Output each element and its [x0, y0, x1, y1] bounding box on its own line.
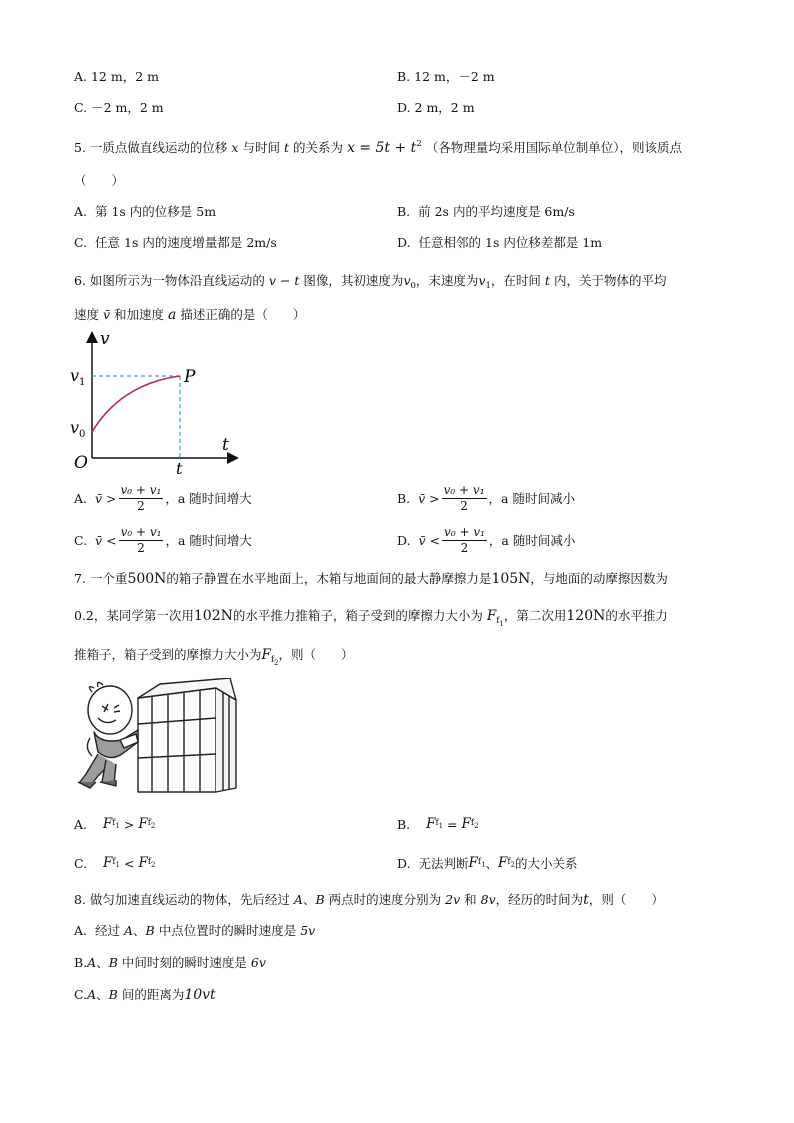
q5-blank: （ ） [74, 173, 125, 188]
q4-option-b: B. 12 m，－2 m [397, 69, 495, 84]
q6-option-c: C. v̄ < $\frac{\text{v₀ + v₁}}{2}$ ，a 随时间增大 [74, 524, 252, 555]
q7-stem-line3: 推箱子，箱子受到的摩擦力大小为$F_{f_2}$，则（ ） [74, 647, 354, 667]
p-label: P [184, 367, 196, 387]
q4-option-c: C. －2 m，2 m [74, 100, 164, 115]
q7-option-d: D. 无法判断 F $f_1$ 、 F $f_2$ 的大小关系 [397, 855, 578, 871]
q5-option-d: D. 任意相邻的 1s 内位移差都是 1m [397, 235, 603, 250]
t-tick-label: t [176, 459, 183, 476]
q5-option-a: A. 第 1s 内的位移是 5m [74, 204, 217, 219]
q6-stem-line2: 速度 v̄ 和加速度 a 描述正确的是（ ） [74, 307, 306, 323]
q6-option-b: B. v̄ > $\frac{\text{v₀ + v₁}}{2}$ ，a 随时间减小 [397, 482, 575, 513]
axis-t-label: t [222, 435, 229, 455]
origin-label: O [74, 453, 88, 473]
q7-stem-line2: 0.2，某同学第一次用102N的水平推力推箱子，箱子受到的摩擦力大小为 $F_{f_1}$，第二次用120N的水平推力 [74, 608, 668, 628]
q4-option-d: D. 2 m，2 m [397, 100, 475, 115]
axis-v-label: v [100, 329, 110, 349]
q8-option-b: B.A、B 中间时刻的瞬时速度是 6v [74, 955, 266, 970]
q7-option-a: A. F $f_1$ > F $f_2$ [74, 816, 156, 832]
q7-option-b: B. F $f_1$ = F $f_2$ [397, 816, 479, 832]
q6-option-a: A. v̄ > $\frac{\text{v₀ + v₁}}{2}$ ，a 随时间增大 [74, 482, 252, 513]
q4-option-a: A. 12 m，2 m [74, 69, 159, 84]
box-push-illustration [76, 678, 246, 796]
vt-curve [92, 376, 180, 432]
q5-option-b: B. 前 2s 内的平均速度是 6m/s [397, 204, 575, 219]
q6-stem-line1: 6. 如图所示为一物体沿直线运动的 v − t 图像，其初速度为$v_0$，末速度为$v_1$，在时间 t 内，关于物体的平均 [74, 273, 667, 291]
q5-option-c: C. 任意 1s 内的速度增量都是 2m/s [74, 235, 277, 250]
q7-option-c: C. F $f_1$ < F $f_2$ [74, 855, 156, 871]
q8-stem: 8. 做匀加速直线运动的物体，先后经过 A、B 两点时的速度分别为 2v 和 8v，经历的时间为t，则（ ） [74, 892, 664, 908]
q5-stem: 5. 一质点做直线运动的位移 x 与时间 t 的关系为 $x = 5t + t^2$ （各物理量均采用国际单位制单位），则该质点 [74, 139, 682, 156]
v0-label: $v_0$ [70, 418, 86, 440]
q8-option-c: C.A、B 间的距离为10vt [74, 987, 216, 1003]
q7-stem-line1: 7. 一个重500N的箱子静置在水平地面上，木箱与地面间的最大静摩擦力是105N，与地面的动摩擦因数为 [74, 571, 668, 587]
vt-graph [66, 326, 246, 476]
v1-label: $v_1$ [70, 366, 86, 388]
q8-option-a: A. 经过 A、B 中点位置时的瞬时速度是 5v [74, 923, 316, 938]
q6-option-d: D. v̄ < $\frac{\text{v₀ + v₁}}{2}$ ，a 随时间减小 [397, 524, 576, 555]
